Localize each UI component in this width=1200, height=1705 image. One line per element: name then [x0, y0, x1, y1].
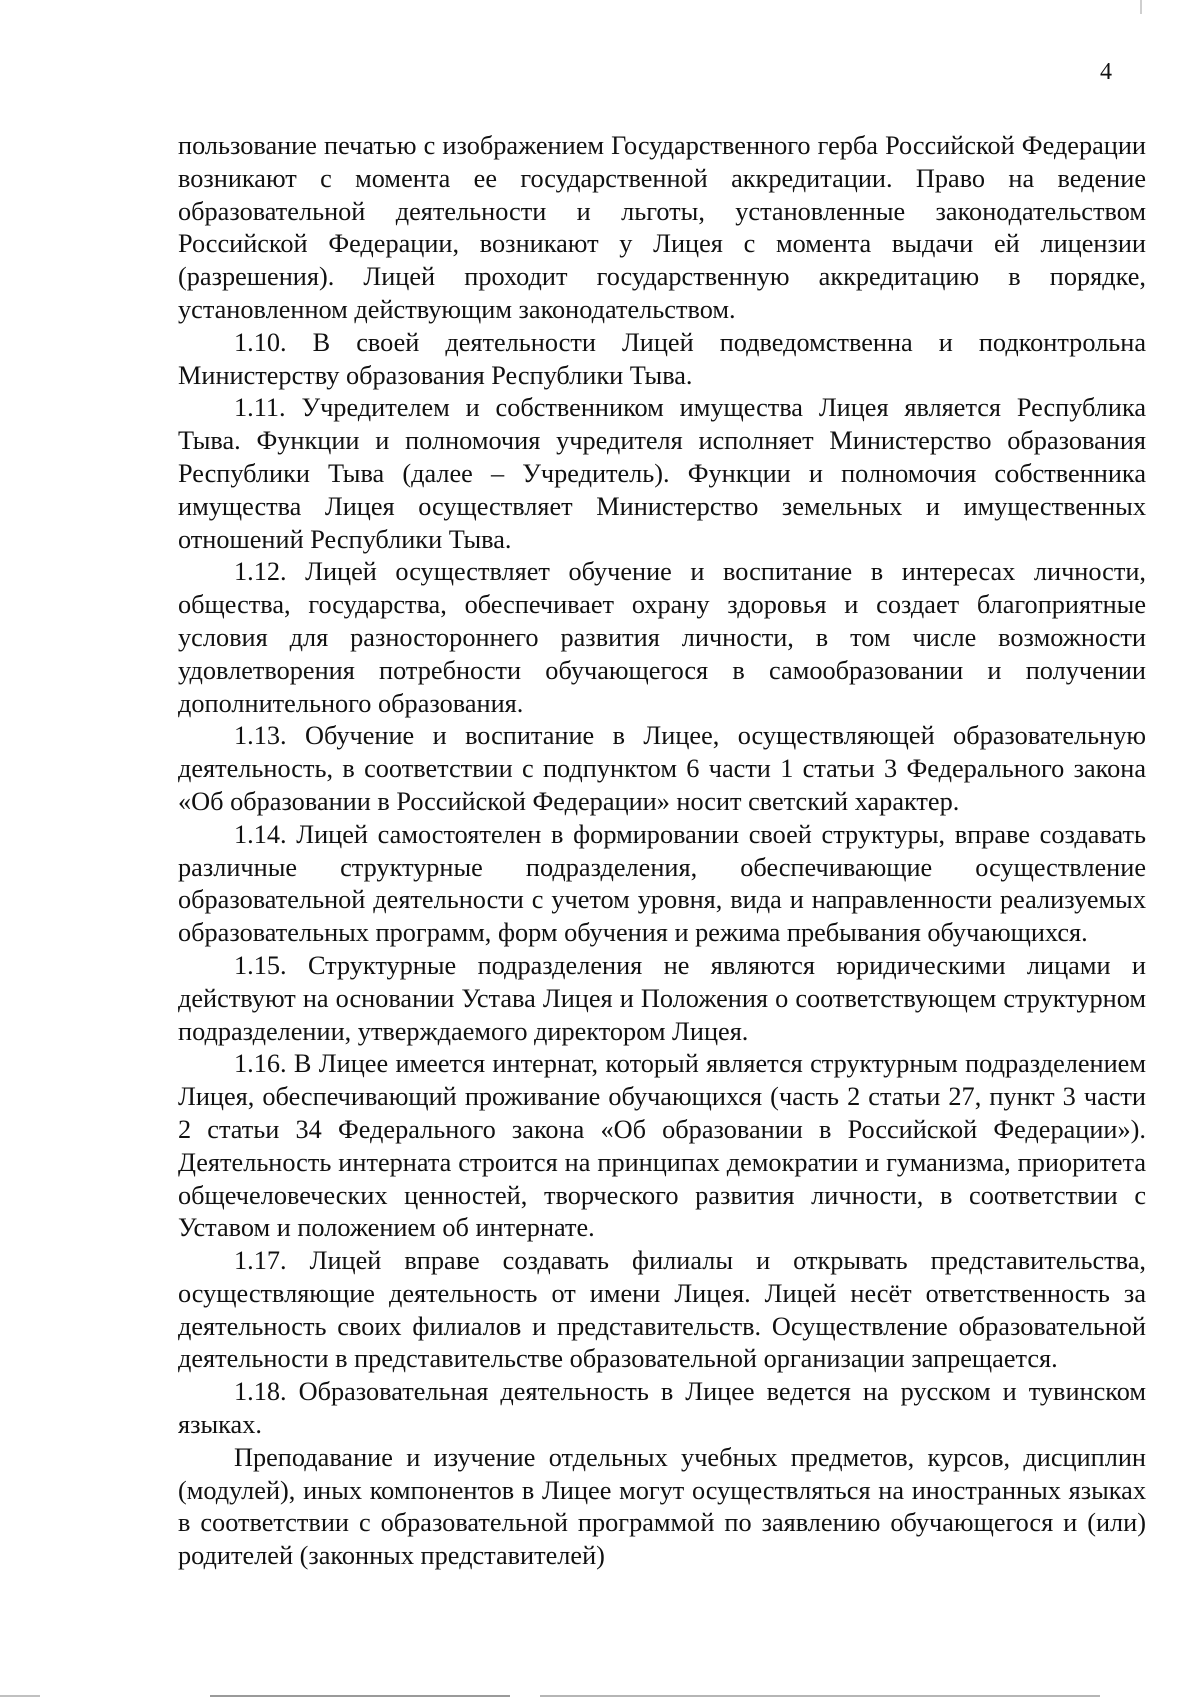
- scan-edge-mark: [1140, 0, 1142, 14]
- document-body: [178, 130, 1146, 1573]
- page-number: 4: [1100, 59, 1112, 85]
- paragraph-1-16: 1.16. В Лицее имеется интернат, который является структурным подразделением Лицея, обеспечивающий проживание обучающихся (часть 2 статьи 27, пункт 3 части 2 статьи 34 Федерального закона «Об образовании в Российской Федерации»). Деятельность интерната строится на принципах демократии и гуманизма, приоритета общечеловеческих ценностей, творческого развития личности, в соответствии с Уставом и положением об интернате.: [178, 1049, 1146, 1243]
- paragraph-continuation: пользование печатью с изображением Государственного герба Российской Федерации возникают с момента ее государственной аккредитации. Право на ведение образовательной деятельности и льготы, установленные законодательством Российской Федерации, возникают у Лицея с момента выдачи ей лицензии (разрешения). Лицей проходит государственную аккредитацию в порядке, установленном действующим законодательством.: [178, 131, 1146, 324]
- paragraph-1-17: 1.17. Лицей вправе создавать филиалы и открывать представительства, осуществляющие деятельность от имени Лицея. Лицей несёт ответственность за деятельность своих филиалов и представительств. Осуществление образовательной деятельности в представительстве образовательной организации запрещается.: [178, 1246, 1146, 1374]
- scan-edge-line: [540, 1695, 1100, 1697]
- paragraph-1-14: 1.14. Лицей самостоятелен в формировании своей структуры, вправе создавать различные структурные подразделения, обеспечивающие осуществление образовательной деятельности с учетом уровня, вида и направленности реализуемых образовательных программ, форм обучения и режима пребывания обучающихся.: [178, 819, 1146, 948]
- scan-edge-line: [0, 1695, 40, 1697]
- paragraph-1-13: 1.13. Обучение и воспитание в Лицее, осуществляющей образовательную деятельность, в соответствии с подпунктом 6 части 1 статьи 3 Федерального закона «Об образовании в Российской Федерации» носит светский характер.: [178, 721, 1146, 816]
- paragraph-1-10: 1.10. В своей деятельности Лицей подведомственна и подконтрольна Министерству образования Республики Тыва.: [178, 327, 1146, 390]
- paragraph-1-18: 1.18. Образовательная деятельность в Лицее ведется на русском и тувинском языках.: [178, 1377, 1146, 1440]
- paragraph-1-15: 1.15. Структурные подразделения не являются юридическими лицами и действуют на основании Устава Лицея и Положения о соответствующем структурном подразделении, утверждаемого директором Лицея.: [178, 950, 1146, 1046]
- paragraph-teaching-languages: Преподавание и изучение отдельных учебных предметов, курсов, дисциплин (модулей), иных компонентов в Лицее могут осуществляться на иностранных языках в соответствии с образовательной программой по заявлению обучающегося и (или) родителей (законных представителей): [178, 1442, 1146, 1571]
- paragraph-1-11: 1.11. Учредителем и собственником имущества Лицея является Республика Тыва. Функции и полномочия учредителя исполняет Министерство образования Республики Тыва (далее – Учредитель). Функции и полномочия собственника имущества Лицея осуществляет Министерство земельных и имущественных отношений Республики Тыва.: [178, 393, 1146, 554]
- scan-edge-line: [210, 1695, 510, 1697]
- paragraph-1-12: 1.12. Лицей осуществляет обучение и воспитание в интересах личности, общества, государства, обеспечивает охрану здоровья и создает благоприятные условия для разностороннего развития личности, в том числе возможности удовлетворения потребности обучающегося в самообразовании и получении дополнительного образования.: [178, 557, 1146, 718]
